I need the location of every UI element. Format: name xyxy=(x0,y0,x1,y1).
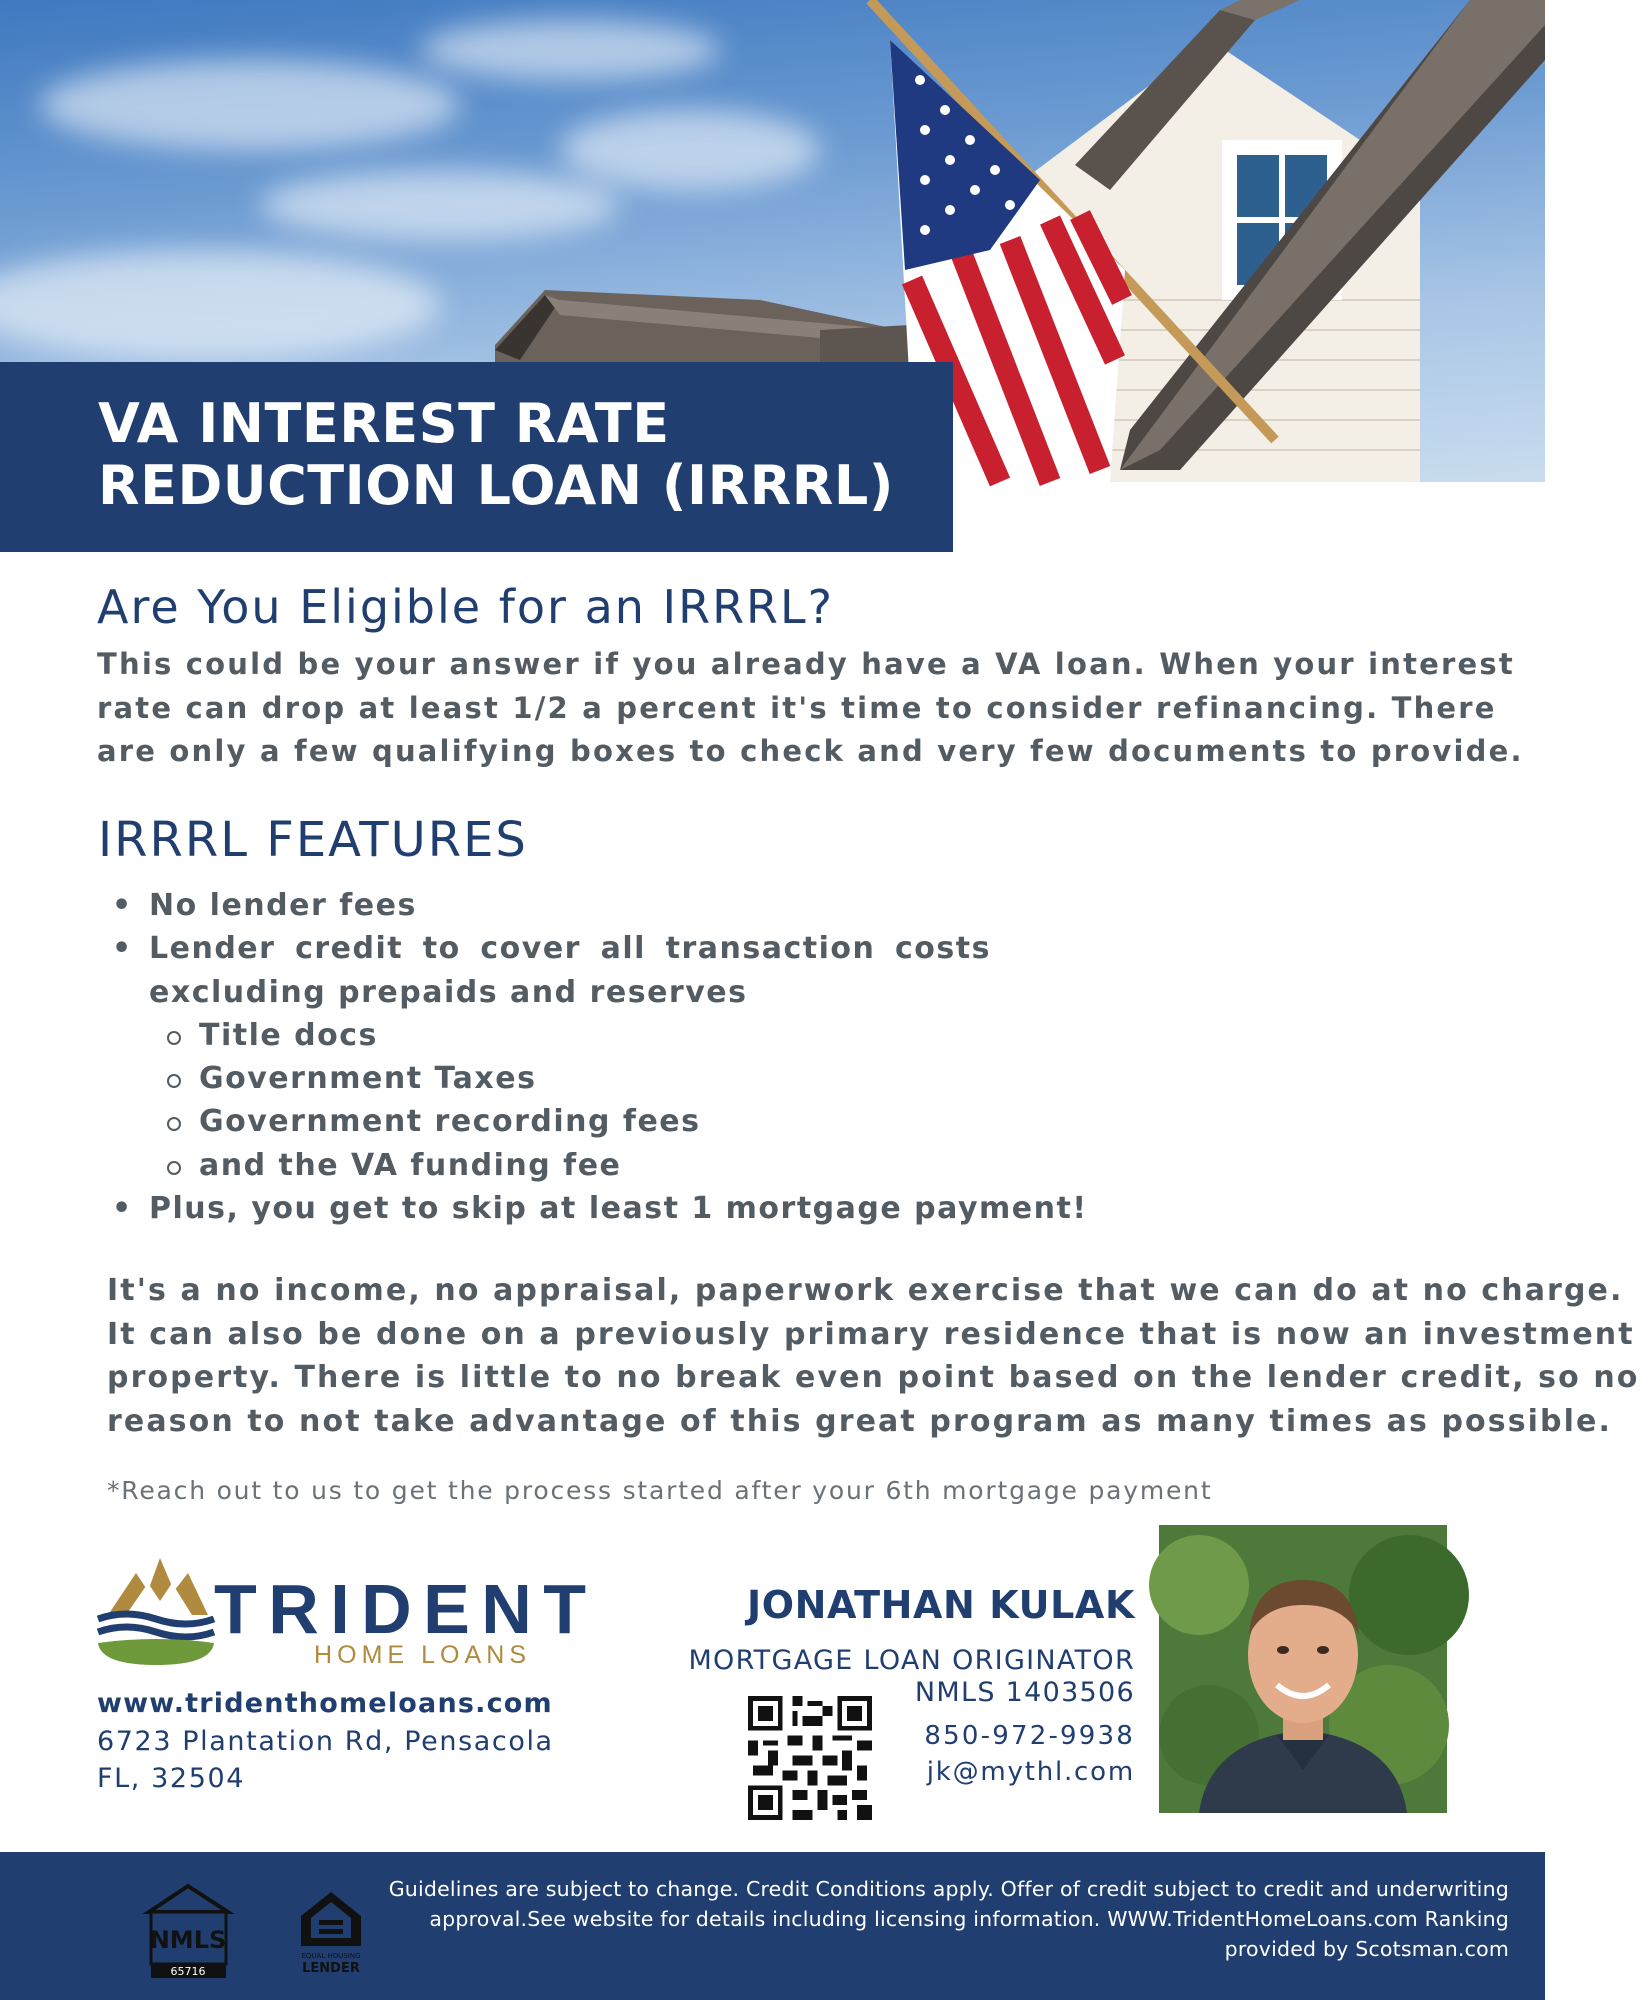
feature-subitem: and the VA funding fee xyxy=(112,1144,1088,1187)
officer-nmls: NMLS 1403506 xyxy=(914,1677,1135,1708)
footnote: *Reach out to us to get the process started after your 6th mortgage payment xyxy=(107,1476,1213,1505)
eligibility-intro xyxy=(97,643,1524,774)
company-website-link[interactable]: www.tridenthomeloans.com xyxy=(97,1688,553,1719)
officer-role: MORTGAGE LOAN ORIGINATOR xyxy=(688,1645,1135,1676)
feature-word: • Lender xyxy=(149,931,276,967)
page-title-line1: VA INTEREST RATE xyxy=(98,392,670,455)
feature-subitem: Government recording fees xyxy=(112,1100,1088,1143)
paragraph-line: It can also be done on a previously primary residence that is now an investment xyxy=(107,1316,1635,1352)
intro-line: are only a few qualifying boxes to check and very few documents to provide. xyxy=(97,734,1524,768)
nmls-logo-number: 65716 xyxy=(170,1965,206,1978)
footer-bar xyxy=(0,1852,1545,2000)
ehl-line1: EQUAL HOUSING xyxy=(301,1952,361,1960)
feature-item-continued: excluding prepaids and reserves xyxy=(149,974,748,1010)
feature-subitem: Title docs xyxy=(112,1014,1088,1057)
features-list xyxy=(112,884,1088,1230)
paragraph-line: property. There is little to no break even point based on the lender credit, so no xyxy=(107,1360,1640,1395)
feature-word: transaction xyxy=(665,931,876,967)
nmls-logo-text: NMLS xyxy=(149,1926,227,1954)
feature-word: credit xyxy=(295,931,404,967)
logo-subtitle: HOME LOANS xyxy=(314,1641,534,1669)
qr-code[interactable] xyxy=(748,1696,872,1820)
ehl-line2: LENDER xyxy=(302,1961,360,1976)
feature-word: all xyxy=(600,931,646,967)
feature-item: • Plus, you get to skip at least 1 mortgage payment! xyxy=(112,1187,1088,1230)
title-banner xyxy=(0,362,953,552)
paragraph-line: It's a no income, no appraisal, paperwork exercise that we can do at no charge. xyxy=(107,1273,1624,1308)
equal-housing-lender-logo xyxy=(293,1886,369,1976)
company-address-line1: 6723 Plantation Rd, Pensacola xyxy=(97,1726,554,1757)
description-paragraph xyxy=(107,1269,1640,1443)
paragraph-line: reason to not take advantage of this great program as many times as possible. xyxy=(107,1403,1612,1439)
officer-name: JONATHAN KULAK xyxy=(747,1583,1135,1627)
page-title-line2: REDUCTION LOAN (IRRRL) xyxy=(98,454,894,517)
company-address-line2: FL, 32504 xyxy=(97,1763,246,1794)
logo-wordmark: TRIDENT xyxy=(214,1570,586,1648)
disclaimer-text xyxy=(359,1874,1509,1964)
intro-line: rate can drop at least 1/2 a percent it's time to consider refinancing. There xyxy=(97,690,1497,725)
feature-item: • No lender fees xyxy=(112,884,1088,927)
nmls-logo xyxy=(141,1882,236,1980)
disclaimer-line: provided by Scotsman.com xyxy=(1224,1937,1509,1961)
intro-line: This could be your answer if you already have a VA loan. When your interest xyxy=(97,647,1515,681)
officer-email[interactable]: jk@mythl.com xyxy=(926,1757,1135,1787)
feature-word: cover xyxy=(480,931,581,967)
features-heading: IRRRL FEATURES xyxy=(98,812,528,868)
officer-phone[interactable]: 850-972-9938 xyxy=(924,1721,1135,1751)
trident-logo xyxy=(96,1553,596,1668)
feature-word: to xyxy=(422,931,461,967)
feature-subitem: Government Taxes xyxy=(112,1057,1088,1100)
officer-portrait-illustration xyxy=(1159,1525,1447,1813)
disclaimer-line: approval.See website for details including licensing information. WWW.TridentHomeLoans.com Ranking xyxy=(429,1907,1509,1931)
feature-word: costs xyxy=(894,931,991,967)
eligibility-heading: Are You Eligible for an IRRRL? xyxy=(97,580,835,634)
disclaimer-line: Guidelines are subject to change. Credit Conditions apply. Offer of credit subject to credit and underwriting xyxy=(388,1877,1509,1901)
officer-photo xyxy=(1159,1525,1447,1813)
feature-item xyxy=(112,927,991,970)
hero-image xyxy=(0,0,1545,517)
